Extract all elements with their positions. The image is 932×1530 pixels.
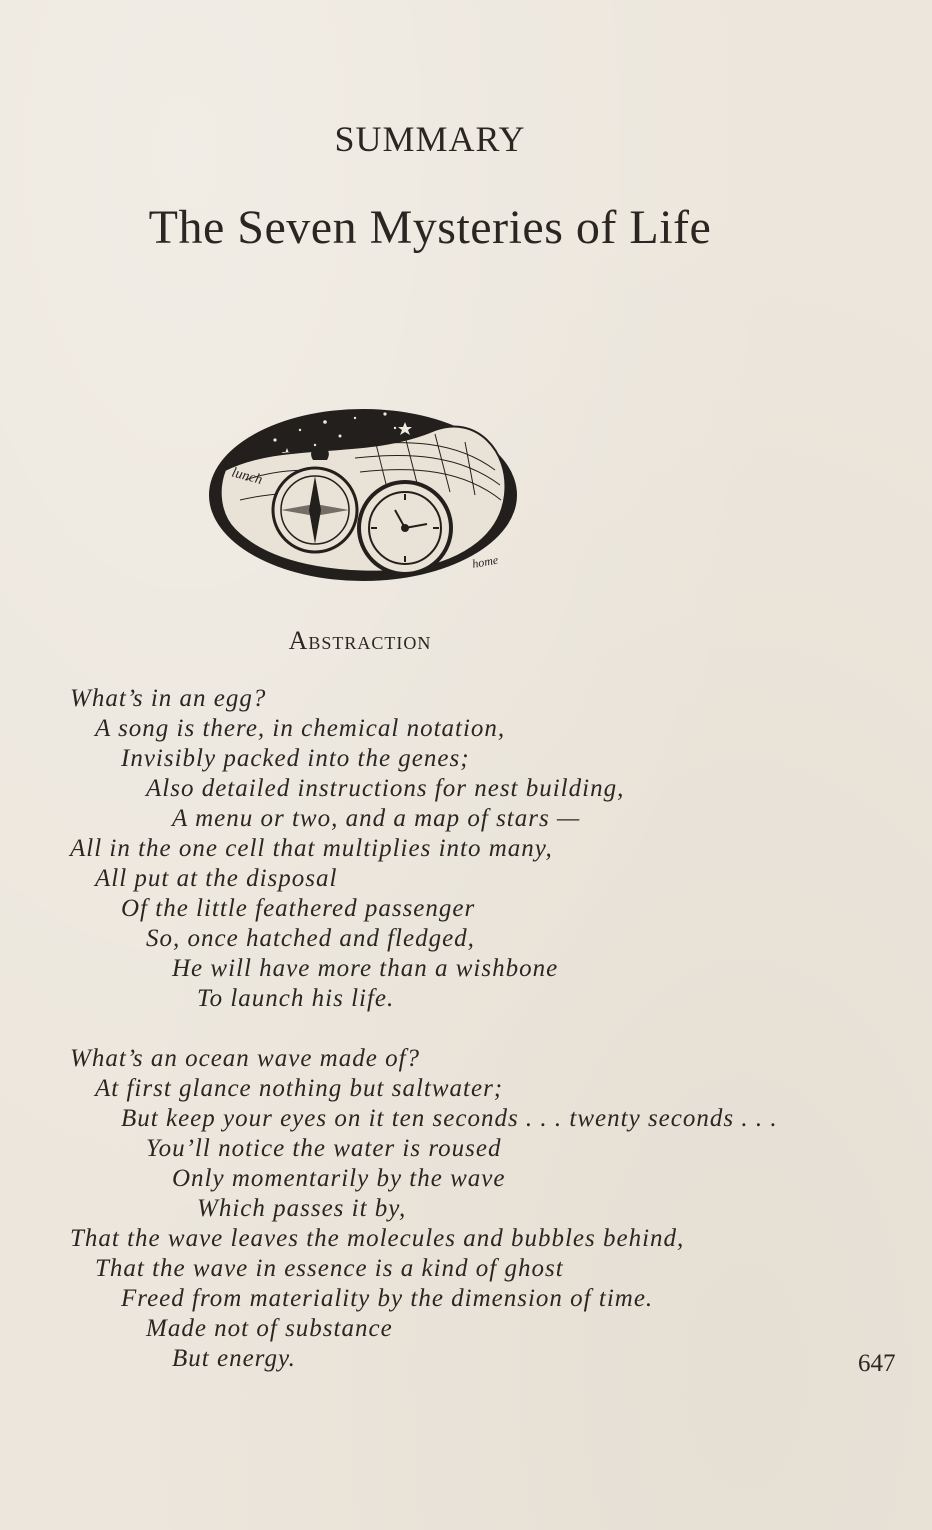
- illustration-label-lunch: lunch: [229, 465, 264, 488]
- poem-line: All in the one cell that multiplies into many,: [70, 835, 553, 862]
- poem-line: To launch his life.: [197, 985, 395, 1012]
- cosmic-egg-illustration-icon: [205, 400, 523, 590]
- chapter-title: The Seven Mysteries of Life: [148, 201, 712, 254]
- poem-line: So, once hatched and fledged,: [146, 925, 475, 952]
- poem-line: What’s an ocean wave made of?: [70, 1045, 421, 1072]
- page-number: 647: [858, 1350, 896, 1377]
- poem-line: Only momentarily by the wave: [172, 1165, 506, 1192]
- poem-line: He will have more than a wishbone: [172, 955, 559, 982]
- poem-line: A menu or two, and a map of stars —: [172, 805, 581, 832]
- section-title: Abstraction: [288, 626, 432, 655]
- poem-line: Also detailed instructions for nest building,: [146, 775, 625, 802]
- poem-line: A song is there, in chemical notation,: [95, 715, 506, 742]
- poem-line: All put at the disposal: [95, 865, 338, 892]
- poem-line: At first glance nothing but saltwater;: [95, 1075, 504, 1102]
- poem-line: But keep your eyes on it ten seconds . . . twenty seconds . . .: [121, 1105, 778, 1132]
- poem-line: That the wave leaves the molecules and bubbles behind,: [70, 1225, 685, 1252]
- poem-line: Of the little feathered passenger: [121, 895, 476, 922]
- poem-line: What’s in an egg?: [70, 685, 267, 712]
- poem-line: That the wave in essence is a kind of ghost: [95, 1255, 564, 1282]
- poem-line: Freed from materiality by the dimension of time.: [121, 1285, 654, 1312]
- poem-line: But energy.: [172, 1345, 296, 1372]
- poem-line: You’ll notice the water is roused: [146, 1135, 502, 1162]
- running-header: SUMMARY: [334, 119, 526, 159]
- poem-line: Which passes it by,: [197, 1195, 407, 1222]
- poem-line: Made not of substance: [146, 1315, 393, 1342]
- poem-line: Invisibly packed into the genes;: [121, 745, 470, 772]
- illustration-label-home: home: [471, 552, 500, 571]
